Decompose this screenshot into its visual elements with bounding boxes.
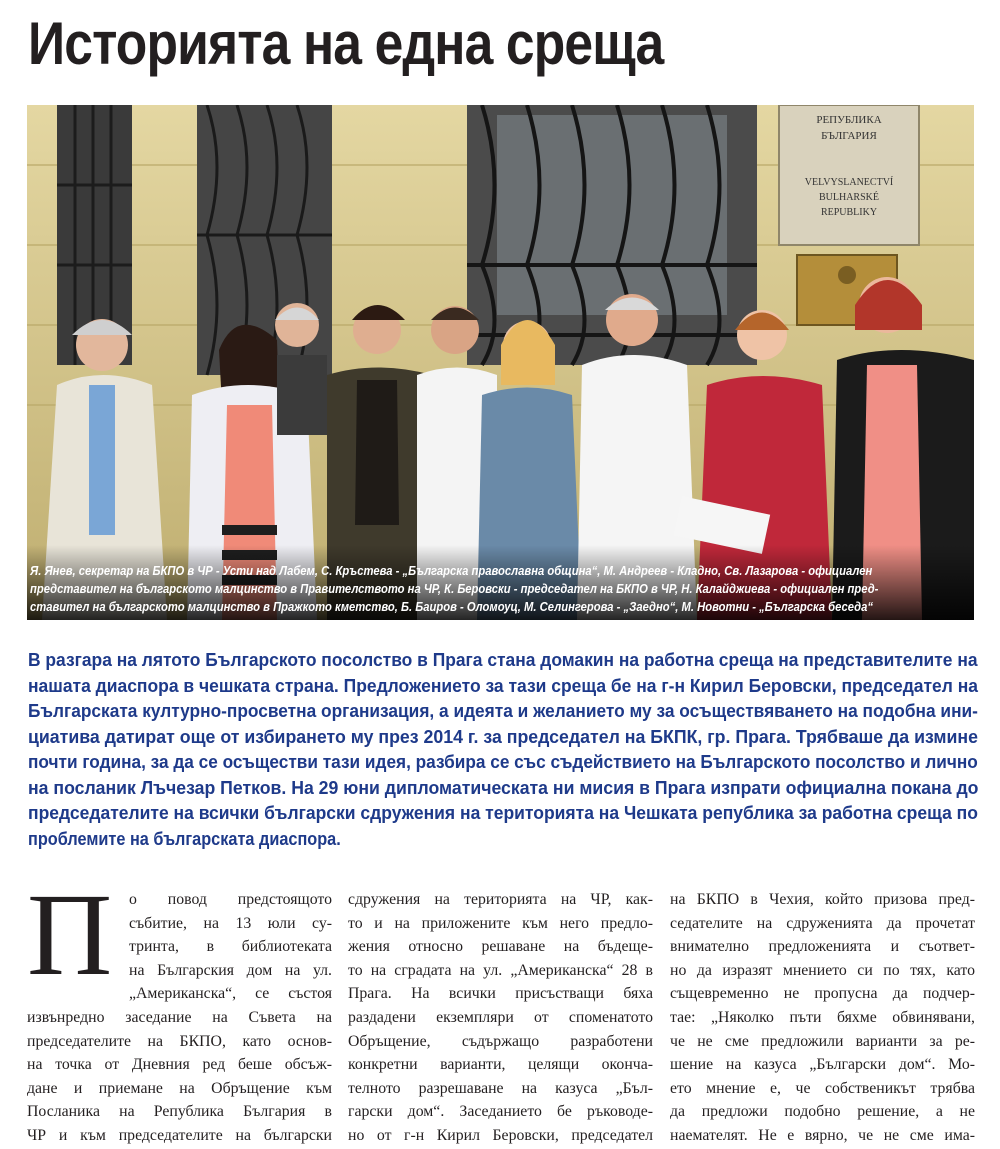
body-column-1 [27, 888, 332, 1148]
body-line: но да изразят мнението си по тях, като [670, 961, 975, 979]
caption-line: ставител на българското малцинство в Пражкото кметство, Б. Баиров - Оломоуц, М. Селингерова - „Заедно“, М. Новотни - „Българска беседа“ [30, 600, 874, 614]
body-line: „Американска“, се състоя [129, 985, 332, 1003]
body-line: седателите на сдруженията да прочетат [670, 914, 975, 932]
lead-line: на посланик Лъчезар Петков. На 29 юни дипломатическата ни мисия в Прага изпрати официална покана до [28, 776, 979, 798]
article-title: Историята на една среща [28, 10, 664, 77]
lead-line: почти година, за да се осъществи тази идея, разбира се със съдействието на Българското посолство и лично [28, 751, 978, 772]
body-line: гарски дом“. Заседанието бе ръководе- [348, 1103, 653, 1121]
lead-line: циатива датират още от избирането му през 2014 г. за председател на БКПК, гр. Прага. Трябваше да измине [28, 725, 978, 747]
sign-line-3: VELVYSLANECTVÍ [804, 177, 894, 188]
sign-line-5: REPUBLIKY [820, 207, 878, 218]
body-line: жения относно решаване на бъдеще- [348, 938, 653, 956]
body-line: внимателно предложенията и съответ- [670, 938, 975, 956]
body-line: шение на казуса „Български дом“. Мо- [670, 1056, 975, 1074]
body-line: извънредно заседание на Съвета на [27, 1008, 332, 1026]
photo-caption [30, 562, 970, 616]
caption-line: представител на българското малцинство в Правителството на ЧР, К. Беровски - председател на БКПО в ЧР, Н. Калайджиева - официален пред- [30, 582, 879, 596]
body-line: дане и приемане на Обръщение към [27, 1079, 332, 1097]
lead-line: нашата диаспора в чешката страна. Предложението за тази среща бе на г-н Кирил Беровски, председател на [28, 674, 978, 696]
body-line: Прага. На всички присъстващи бяха [348, 985, 653, 1003]
body-line: то на сградата на ул. „Американска“ 28 в [348, 961, 653, 979]
sign-line-2: БЪЛГАРИЯ [821, 130, 877, 142]
body-line: на точка от Дневния ред беше обсъж- [27, 1056, 332, 1074]
body-line: сдружения на територията на ЧР, как- [348, 891, 653, 908]
lead-line: председателите на всички български сдружения на територията на Чешката република за работна среща по [28, 802, 978, 823]
body-line: тае: „Няколко пъти бяхме обвинявани, [670, 1008, 975, 1026]
lead-paragraph [28, 647, 978, 851]
body-line: председателите на БКПО, като основ- [27, 1032, 332, 1050]
body-line: но от г-н Кирил Беровски, председател [348, 1126, 653, 1144]
body-column-2 [348, 888, 653, 1148]
lead-line: Българската културно-просветна организация, а идеята и желанието му за осъществяването на подобна ини- [28, 700, 978, 721]
body-line: че не сме предложили варианти за ре- [670, 1032, 975, 1050]
body-line: Обръщение, съдържащо разработени [348, 1032, 653, 1050]
group-photo [27, 105, 974, 620]
body-line: да предложи подобно решение, а не [670, 1103, 975, 1121]
body-line: на БКПО в Чехия, който призова пред- [670, 891, 975, 908]
photo-illustration [27, 105, 974, 620]
body-line: раздадени екземпляри от споменатото [348, 1008, 653, 1026]
body-line: ето мнение е, че собственикът трябва [670, 1079, 975, 1097]
drop-cap: П [27, 869, 113, 1000]
body-column-3 [670, 888, 975, 1148]
caption-line: Я. Янев, секретар на БКПО в ЧР - Усти над Лабем, С. Кръстева - „Българска православна община“, М. Андреев - Кладно, Св. Лазарова - официален [30, 564, 873, 578]
body-line: то и на приложените към него предло- [348, 914, 653, 932]
body-line: конкретни варианти, целящи оконча- [348, 1056, 653, 1074]
body-line: същевременно не пропусна да подчер- [670, 985, 975, 1003]
body-line: ЧР и към председателите на български [27, 1126, 332, 1144]
body-line: телното разрешаване на казуса „Бъл- [348, 1079, 653, 1097]
body-line: наемателят. Не е вярно, че не сме има- [670, 1126, 975, 1144]
body-line: о повод предстоящото [129, 891, 332, 908]
body-line: Посланика на Република България в [27, 1103, 332, 1121]
sign-line-1: РЕПУБЛИКА [816, 114, 882, 126]
sign-line-4: BULHARSKÉ [818, 192, 880, 203]
lead-line: проблемите на българската диаспора. [28, 827, 341, 849]
body-line: тринта, в библиотеката [129, 938, 332, 956]
body-line: събитие, на 13 юли су- [129, 914, 332, 932]
body-line: на Българския дом на ул. [129, 961, 332, 979]
lead-line: В разгара на лятото Българското посолство в Прага стана домакин на работна среща на представителите на [28, 649, 978, 670]
